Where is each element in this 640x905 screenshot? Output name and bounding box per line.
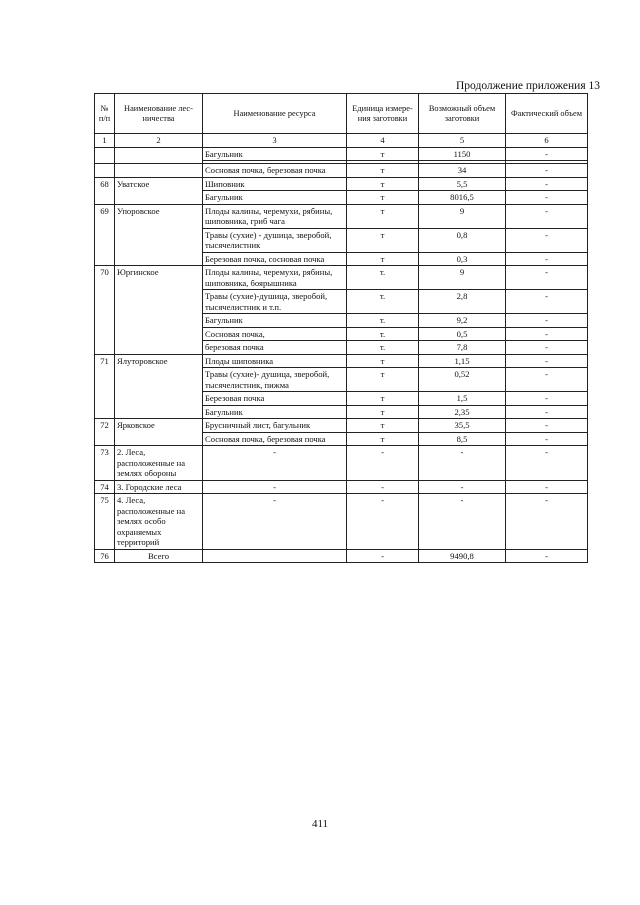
resource-name: Багульник bbox=[203, 147, 347, 161]
row-number: 76 bbox=[95, 549, 115, 563]
table-row bbox=[95, 549, 588, 563]
possible-volume: 1,5 bbox=[419, 392, 506, 406]
resource-name: березовая почка bbox=[203, 341, 347, 355]
resource-name: Багульник bbox=[203, 191, 347, 205]
column-number: 2 bbox=[115, 134, 203, 148]
header-cell: Фактический объем bbox=[506, 94, 588, 134]
resource-name: Травы (сухие) - душица, зверобой, тысячелистник bbox=[203, 228, 347, 252]
header-cell: № п/п bbox=[95, 94, 115, 134]
possible-volume: 9 bbox=[419, 204, 506, 228]
unit: т. bbox=[347, 290, 419, 314]
actual-volume: - bbox=[506, 354, 588, 368]
actual-volume: - bbox=[506, 252, 588, 266]
forestry-name: Всего bbox=[115, 549, 203, 563]
forestry-name: 3. Городские леса bbox=[115, 480, 203, 494]
actual-volume: - bbox=[506, 228, 588, 252]
resource-name: Багульник bbox=[203, 314, 347, 328]
possible-volume: 2,8 bbox=[419, 290, 506, 314]
possible-volume: 0,52 bbox=[419, 368, 506, 392]
unit: т bbox=[347, 177, 419, 191]
resource-name: - bbox=[203, 494, 347, 550]
row-number bbox=[95, 164, 115, 178]
unit: т bbox=[347, 228, 419, 252]
table-row bbox=[95, 354, 588, 368]
table-row bbox=[95, 177, 588, 191]
unit: т bbox=[347, 405, 419, 419]
actual-volume: - bbox=[506, 147, 588, 161]
table-header-row bbox=[95, 94, 588, 134]
resource-name: Березовая почка, сосновая почка bbox=[203, 252, 347, 266]
possible-volume: - bbox=[419, 494, 506, 550]
column-number: 1 bbox=[95, 134, 115, 148]
actual-volume: - bbox=[506, 327, 588, 341]
table-body bbox=[95, 147, 588, 563]
unit: т. bbox=[347, 314, 419, 328]
unit: т. bbox=[347, 327, 419, 341]
row-number: 74 bbox=[95, 480, 115, 494]
unit: т bbox=[347, 354, 419, 368]
possible-volume: 7,8 bbox=[419, 341, 506, 355]
unit: т. bbox=[347, 341, 419, 355]
actual-volume: - bbox=[506, 446, 588, 481]
table-row bbox=[95, 419, 588, 433]
unit: т bbox=[347, 147, 419, 161]
unit: т. bbox=[347, 266, 419, 290]
column-number: 6 bbox=[506, 134, 588, 148]
unit: т bbox=[347, 191, 419, 205]
page-number: 411 bbox=[311, 818, 329, 830]
forestry-name: Упоровское bbox=[115, 204, 203, 266]
actual-volume: - bbox=[506, 341, 588, 355]
unit: т bbox=[347, 368, 419, 392]
header-cell: Возможный объем заготовки bbox=[419, 94, 506, 134]
unit: т bbox=[347, 164, 419, 178]
actual-volume: - bbox=[506, 191, 588, 205]
column-number-row bbox=[95, 134, 588, 148]
table-row bbox=[95, 266, 588, 290]
column-number: 3 bbox=[203, 134, 347, 148]
resource-name: Шиповник bbox=[203, 177, 347, 191]
resource-name: Березовая почка bbox=[203, 392, 347, 406]
possible-volume: 9490,8 bbox=[419, 549, 506, 563]
actual-volume: - bbox=[506, 290, 588, 314]
forestry-name: Уватское bbox=[115, 177, 203, 204]
possible-volume: 0,5 bbox=[419, 327, 506, 341]
possible-volume: 35,5 bbox=[419, 419, 506, 433]
resource-name: Травы (сухие)-душица, зверобой, тысячелистник и т.п. bbox=[203, 290, 347, 314]
header-cell: Наименование ресурса bbox=[203, 94, 347, 134]
resource-name: - bbox=[203, 446, 347, 481]
actual-volume: - bbox=[506, 494, 588, 550]
actual-volume: - bbox=[506, 549, 588, 563]
actual-volume: - bbox=[506, 177, 588, 191]
header-cell: Наименование лес- ничества bbox=[115, 94, 203, 134]
resource-name: Брусничный лист, багульник bbox=[203, 419, 347, 433]
actual-volume: - bbox=[506, 392, 588, 406]
unit: - bbox=[347, 549, 419, 563]
possible-volume: 8,5 bbox=[419, 432, 506, 446]
resource-name: Плоды калины, черемухи, рябины, шиповника, боярышника bbox=[203, 266, 347, 290]
resource-name: Сосновая почка, bbox=[203, 327, 347, 341]
actual-volume: - bbox=[506, 266, 588, 290]
possible-volume: 9,2 bbox=[419, 314, 506, 328]
actual-volume: - bbox=[506, 368, 588, 392]
actual-volume: - bbox=[506, 204, 588, 228]
forestry-name bbox=[115, 164, 203, 178]
unit: - bbox=[347, 494, 419, 550]
column-number: 5 bbox=[419, 134, 506, 148]
continuation-note: Продолжение приложения 13 bbox=[456, 80, 600, 92]
unit: - bbox=[347, 446, 419, 481]
possible-volume: 9 bbox=[419, 266, 506, 290]
possible-volume: - bbox=[419, 446, 506, 481]
actual-volume: - bbox=[506, 314, 588, 328]
resource-name: Травы (сухие)- душица, зверобой, тысячелистник, пижма bbox=[203, 368, 347, 392]
resource-name: Багульник bbox=[203, 405, 347, 419]
row-number bbox=[95, 147, 115, 164]
resource-name: Плоды калины, черемухи, рябины, шиповника, гриб чага bbox=[203, 204, 347, 228]
forestry-name bbox=[115, 147, 203, 164]
table-row bbox=[95, 446, 588, 481]
possible-volume: 8016,5 bbox=[419, 191, 506, 205]
header-cell: Единица измере- ния заготовки bbox=[347, 94, 419, 134]
column-number: 4 bbox=[347, 134, 419, 148]
unit: т bbox=[347, 432, 419, 446]
forestry-name: 4. Леса, расположенные на землях особо охраняемых территорий bbox=[115, 494, 203, 550]
possible-volume: 1,15 bbox=[419, 354, 506, 368]
table-row bbox=[95, 480, 588, 494]
row-number: 70 bbox=[95, 266, 115, 355]
resource-table bbox=[94, 93, 588, 563]
unit: т bbox=[347, 419, 419, 433]
row-number: 69 bbox=[95, 204, 115, 266]
table-row bbox=[95, 147, 588, 161]
unit: т bbox=[347, 204, 419, 228]
actual-volume: - bbox=[506, 432, 588, 446]
unit: - bbox=[347, 480, 419, 494]
actual-volume: - bbox=[506, 419, 588, 433]
possible-volume: 0,8 bbox=[419, 228, 506, 252]
possible-volume: 34 bbox=[419, 164, 506, 178]
resource-name bbox=[203, 549, 347, 563]
table-row bbox=[95, 494, 588, 550]
possible-volume: - bbox=[419, 480, 506, 494]
actual-volume: - bbox=[506, 480, 588, 494]
unit: т bbox=[347, 252, 419, 266]
actual-volume: - bbox=[506, 164, 588, 178]
resource-name: Сосновая почка, березовая почка bbox=[203, 164, 347, 178]
row-number: 72 bbox=[95, 419, 115, 446]
possible-volume: 0,3 bbox=[419, 252, 506, 266]
actual-volume: - bbox=[506, 405, 588, 419]
row-number: 73 bbox=[95, 446, 115, 481]
row-number: 68 bbox=[95, 177, 115, 204]
possible-volume: 1150 bbox=[419, 147, 506, 161]
table-row bbox=[95, 164, 588, 178]
forestry-name: Ярковское bbox=[115, 419, 203, 446]
row-number: 75 bbox=[95, 494, 115, 550]
forestry-name: Ялуторовское bbox=[115, 354, 203, 419]
table-row bbox=[95, 204, 588, 228]
possible-volume: 5,5 bbox=[419, 177, 506, 191]
resource-name: - bbox=[203, 480, 347, 494]
row-number: 71 bbox=[95, 354, 115, 419]
forestry-name: 2. Леса, расположенные на землях обороны bbox=[115, 446, 203, 481]
resource-name: Плоды шиповника bbox=[203, 354, 347, 368]
forestry-name: Юргинское bbox=[115, 266, 203, 355]
possible-volume: 2,35 bbox=[419, 405, 506, 419]
resource-name: Сосновая почка, березовая почка bbox=[203, 432, 347, 446]
unit: т bbox=[347, 392, 419, 406]
